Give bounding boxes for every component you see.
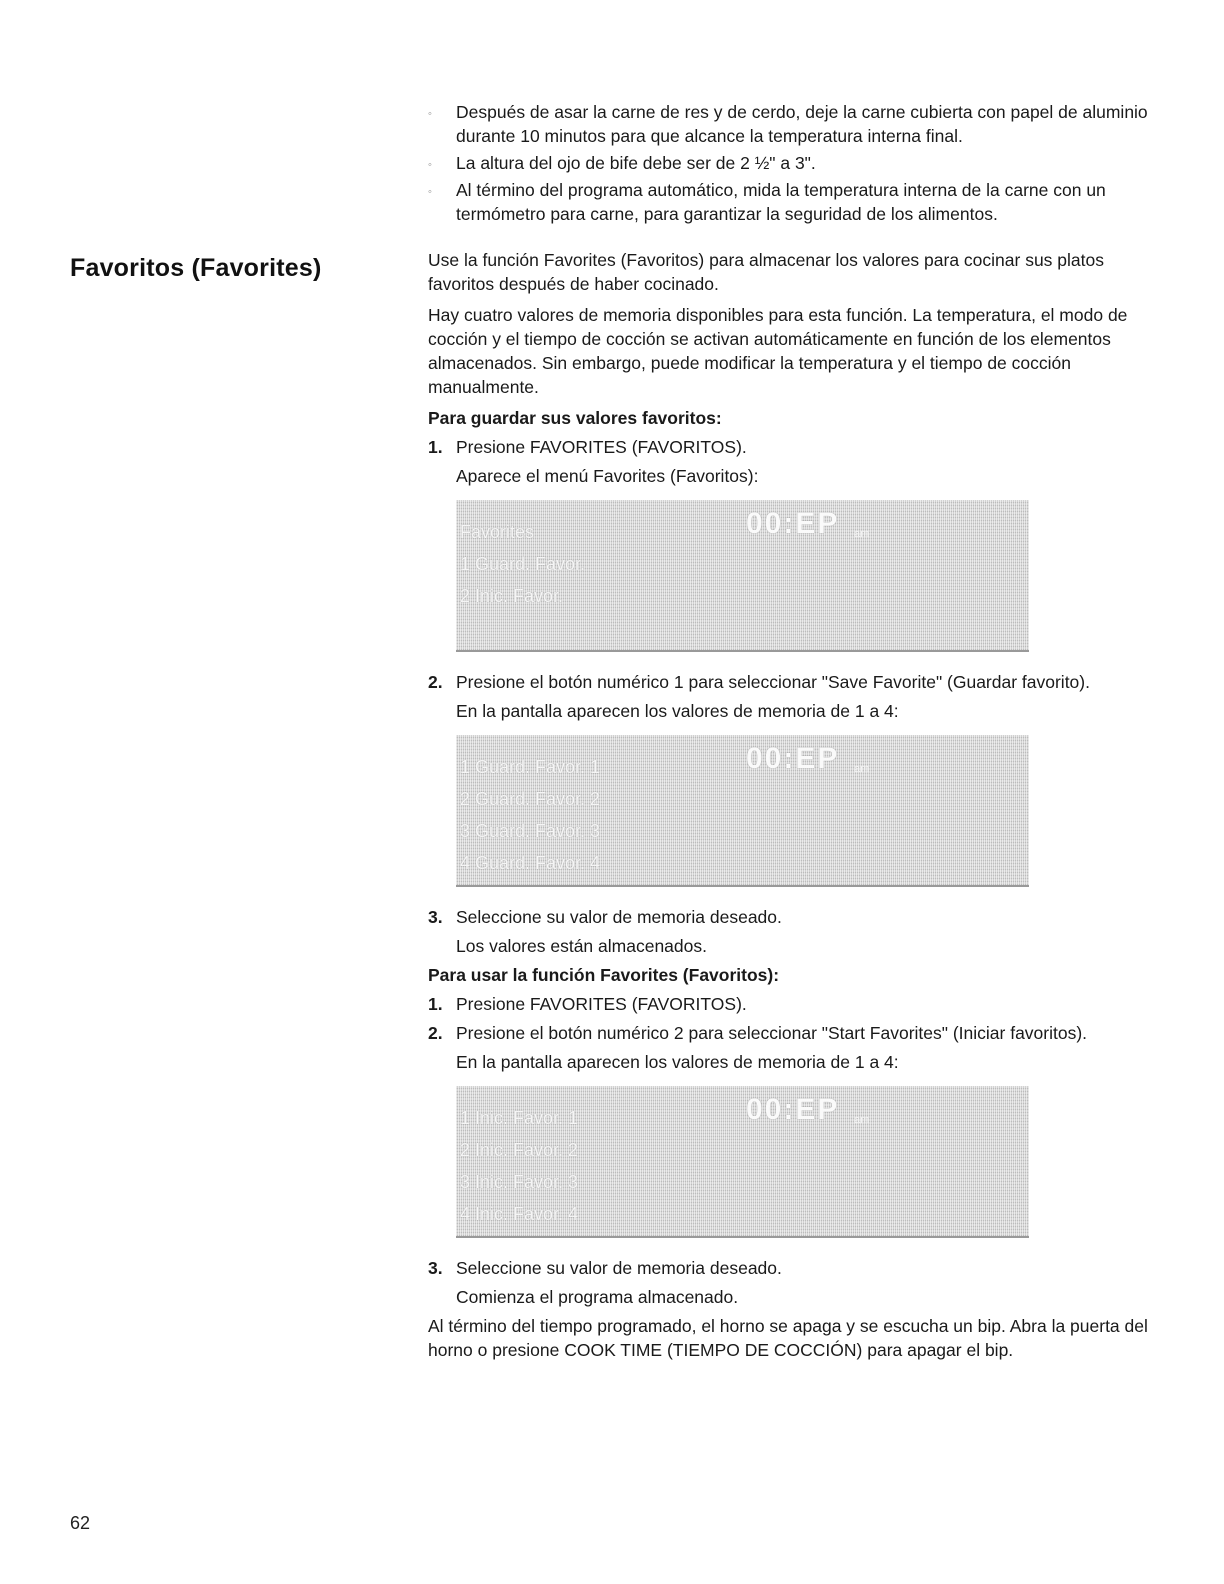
save-step-1: 1. Presione FAVORITES (FAVORITOS).: [428, 437, 747, 457]
display-ampm: am: [854, 1114, 870, 1126]
bullet-icon: ◦: [428, 108, 432, 120]
tips-list: [428, 100, 1148, 226]
display-line: 2 Inic. Favor.: [460, 586, 564, 606]
intro-paragraph: Use la función Favorites (Favoritos) para almacenar los valores para cocinar sus platos favoritos después de haber cocinado.: [428, 250, 1104, 294]
display-menu: [460, 516, 585, 612]
display-clock: 00:EP: [746, 742, 840, 775]
save-step-1-note: Aparece el menú Favorites (Favoritos):: [456, 466, 759, 486]
use-step-2: 2. Presione el botón numérico 2 para seleccionar "Start Favorites" (Iniciar favoritos).: [428, 1023, 1088, 1043]
display-ampm: am: [854, 763, 870, 775]
display-line: 2 Inic. Favor. 2: [460, 1140, 579, 1160]
display-line: 2 Guard. Favor. 2: [460, 789, 601, 809]
display-line: 1 Guard. Favor.: [460, 554, 586, 574]
save-step-3-note: Los valores están almacenados.: [456, 936, 707, 956]
favorites-menu-display: [456, 500, 1029, 652]
use-step-1: 1. Presione FAVORITES (FAVORITOS).: [428, 994, 747, 1014]
use-heading: Para usar la función Favorites (Favoritos):: [428, 965, 780, 985]
display-clock: 00:EP: [746, 1093, 840, 1126]
display-line: 4 Inic. Favor. 4: [460, 1204, 579, 1224]
display-menu: [460, 751, 600, 879]
use-step-2-note: En la pantalla aparecen los valores de memoria de 1 a 4:: [456, 1052, 899, 1072]
content-column: [428, 100, 1148, 1369]
save-step-3: 3. Seleccione su valor de memoria deseado.: [428, 907, 782, 927]
display-clock: 00:EP: [746, 507, 840, 540]
save-heading: Para guardar sus valores favoritos:: [428, 408, 722, 428]
display-line: 1 Guard. Favor. 1: [460, 757, 601, 777]
bullet-icon: ◦: [428, 159, 432, 171]
save-step-2-note: En la pantalla aparecen los valores de memoria de 1 a 4:: [456, 701, 899, 721]
display-line: 3 Guard. Favor. 3: [460, 821, 601, 841]
use-step-3-note: Comienza el programa almacenado.: [456, 1287, 739, 1307]
display-menu: [460, 1102, 578, 1230]
use-step-3: 3. Seleccione su valor de memoria deseado.: [428, 1258, 782, 1278]
display-ampm: am: [854, 528, 870, 540]
save-memory-display: [456, 735, 1029, 887]
list-item: ◦ Después de asar la carne de res y de cerdo, deje la carne cubierta con papel de aluminio durante 10 minutos para que alcance la temperatura interna final.: [428, 102, 1148, 146]
bullet-icon: ◦: [428, 186, 432, 198]
save-step-2: 2. Presione el botón numérico 1 para seleccionar "Save Favorite" (Guardar favorito).: [428, 672, 1090, 692]
start-memory-display: [456, 1086, 1029, 1238]
memory-paragraph: Hay cuatro valores de memoria disponibles para esta función. La temperatura, el modo de cocción y el tiempo de cocción se activan automáticamente en función de los elementos almacenados. Sin embargo, puede modificar la temperatura y el tiempo de cocción manualmente.: [428, 305, 1128, 397]
display-line: 1 Inic. Favor. 1: [460, 1108, 579, 1128]
display-line: 3 Inic. Favor. 3: [460, 1172, 579, 1192]
page-number: 62: [70, 1513, 91, 1533]
list-item: ◦ Al término del programa automático, mida la temperatura interna de la carne con un termómetro para carne, para garantizar la seguridad de los alimentos.: [428, 180, 1106, 224]
closing-paragraph: Al término del tiempo programado, el horno se apaga y se escucha un bip. Abra la puerta del horno o presione COOK TIME (TIEMPO DE COCCIÓN) para apagar el bip.: [428, 1316, 1148, 1360]
display-line: Favorites: [460, 522, 535, 542]
section-heading: Favoritos (Favorites): [70, 254, 322, 282]
list-item: ◦ La altura del ojo de bife debe ser de 2 ½" a 3".: [428, 151, 1148, 175]
display-line: 4 Guard. Favor. 4: [460, 853, 601, 873]
